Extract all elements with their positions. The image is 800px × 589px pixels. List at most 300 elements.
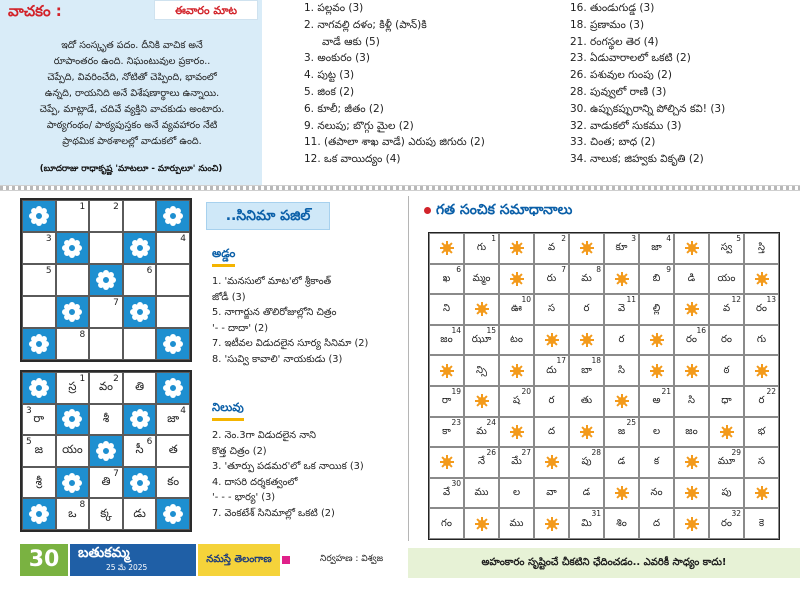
puzzle-cell[interactable] [89, 467, 123, 499]
sun-icon [545, 517, 559, 531]
sun-icon [685, 302, 699, 316]
flower-icon [96, 270, 116, 290]
puzzle-cell[interactable] [156, 296, 190, 328]
puzzle-cell[interactable] [123, 435, 157, 467]
blocked-answer-cell [464, 386, 499, 417]
clue-line: 2. నాగవల్లి దళం; కిళ్లీ (పాన్)కి [304, 18, 427, 31]
cell-letter: సీ [135, 442, 144, 457]
puzzle-cell[interactable] [56, 264, 90, 296]
blocked-cell [56, 232, 90, 264]
vachakam-line: ఉన్నది, రాయనిది అనే విశేషణార్థాలు ఉన్నాయి. [44, 88, 220, 99]
answer-cell [744, 325, 779, 356]
puzzle-cell[interactable] [89, 200, 123, 232]
vachakam-line: రూపాంతరం ఉంది. నిఘంటువుల ప్రకారం.. [53, 56, 211, 67]
answer-cell [639, 294, 674, 325]
flower-icon [29, 206, 49, 226]
answer-cell-number: 1 [491, 234, 496, 243]
blocked-answer-cell [499, 264, 534, 295]
down-clue: '- - - భార్య' (3) [212, 492, 276, 503]
answer-cell-letter: మ [476, 425, 487, 437]
puzzle-cell[interactable] [56, 498, 90, 530]
answer-cell [604, 447, 639, 478]
answer-cell [604, 417, 639, 448]
down-clue: కొత్త చిత్రం (2) [212, 445, 267, 457]
answer-cell [604, 294, 639, 325]
answer-cell-letter: ల [512, 487, 521, 499]
down-clue-list [212, 428, 402, 521]
answer-cell-number: 26 [486, 448, 496, 458]
answer-cell-letter: క [653, 456, 660, 468]
cell-letter: స్ర [68, 379, 77, 394]
answer-cell-number: 20 [521, 387, 531, 396]
blocked-cell [22, 372, 56, 404]
answer-cell-letter: ర [758, 395, 765, 407]
puzzle-cell[interactable] [22, 435, 56, 467]
answer-cell [534, 478, 569, 509]
answer-cell [429, 478, 464, 509]
cell-letter: యం [62, 442, 83, 457]
puzzle-cell[interactable] [22, 404, 56, 436]
answer-cell [639, 264, 674, 295]
blocked-cell [123, 467, 157, 499]
answer-cell [674, 386, 709, 417]
answer-cell-number: 16 [696, 325, 706, 335]
clue-line: 16. తుండుగుడ్డ (3) [570, 2, 655, 14]
answer-cell-letter: రం [721, 517, 732, 529]
clue-line: 23. ఏడువారాలలో ఒకటి (2) [570, 52, 691, 65]
answer-cell [604, 325, 639, 356]
puzzle-title: ..సినిమా పజిల్ [206, 202, 330, 230]
blocked-cell [56, 296, 90, 328]
answer-cell [639, 233, 674, 264]
sun-icon [755, 272, 769, 286]
down-clue: 2. నెం.3గా విడుదలైన నాని [212, 430, 317, 441]
cell-number: 7 [113, 468, 119, 479]
flower-icon [62, 409, 82, 429]
answer-cell [499, 447, 534, 478]
blocked-cell [89, 435, 123, 467]
puzzle-cell[interactable] [123, 372, 157, 404]
sun-icon [685, 517, 699, 531]
blocked-answer-cell [744, 478, 779, 509]
answer-cell-letter: గు [476, 242, 487, 254]
answer-cell-letter: యం [717, 272, 736, 284]
blocked-answer-cell [709, 417, 744, 448]
blocked-answer-cell [604, 264, 639, 295]
answer-cell-letter: ష [512, 395, 521, 407]
answer-cell-letter: కె [758, 517, 765, 529]
puzzle-cell[interactable] [89, 296, 123, 328]
puzzle-cell[interactable] [156, 404, 190, 436]
blocked-answer-cell [639, 325, 674, 356]
answer-cell [709, 478, 744, 509]
answer-cell-letter: ద [547, 425, 556, 437]
answer-cell-letter: వ [722, 303, 731, 315]
blocked-answer-cell [744, 355, 779, 386]
answer-cell [534, 417, 569, 448]
sun-icon [650, 364, 664, 378]
answer-cell [639, 447, 674, 478]
flower-icon [163, 504, 183, 524]
across-clue: జోడీ (3) [212, 291, 246, 303]
answer-cell-number: 12 [731, 295, 741, 305]
page-number: 30 [20, 544, 68, 576]
puzzle-cell[interactable] [56, 435, 90, 467]
answer-cell [709, 294, 744, 325]
cell-number: 2 [113, 374, 119, 384]
sun-icon [615, 486, 629, 500]
answer-clue-column-2 [570, 0, 800, 168]
vachakam-source: (బూదరాజు రాధాకృష్ణ 'మాటలూ - మార్పులూ' నుంచి) [39, 164, 223, 174]
answer-cell-letter: రు [546, 272, 557, 284]
across-clue: '- - దాదా' (2) [212, 322, 269, 334]
answer-cell-letter: జం [440, 334, 453, 346]
clue-line: 18. ప్రణామం (3) [570, 18, 645, 31]
answer-cell-letter: కూ [615, 242, 628, 254]
answer-cell [639, 386, 674, 417]
answer-cell [674, 417, 709, 448]
across-heading-label: అడ్డం [212, 246, 236, 260]
blocked-answer-cell [429, 355, 464, 386]
answer-cell [604, 233, 639, 264]
answer-cell [464, 325, 499, 356]
answer-cell-number: 8 [596, 264, 601, 274]
cell-letter: జ [34, 442, 43, 457]
answer-cell-letter: నే [477, 456, 486, 468]
blocked-answer-cell [429, 233, 464, 264]
blocked-answer-cell [499, 355, 534, 386]
answer-cell [744, 294, 779, 325]
cell-number: 4 [180, 234, 186, 244]
previous-answers-title [424, 202, 572, 221]
answer-cell-letter: ఝూ [471, 334, 492, 346]
blocked-cell [156, 200, 190, 232]
answer-cell-letter: రా [441, 395, 452, 407]
answer-cell [499, 294, 534, 325]
vachakam-body [10, 38, 254, 150]
puzzle-cell[interactable] [123, 200, 157, 232]
blocked-cell [123, 232, 157, 264]
puzzle-cell[interactable] [22, 232, 56, 264]
answer-cell [464, 447, 499, 478]
cell-number: 6 [146, 266, 153, 276]
answer-cell-number: 14 [451, 325, 461, 335]
answer-cell-letter: గు [756, 334, 767, 346]
cell-number: 1 [79, 374, 86, 384]
cell-letter: రా [33, 410, 45, 425]
sun-icon [685, 364, 699, 378]
flower-icon [130, 473, 150, 493]
answer-cell-letter: న్సి [475, 364, 488, 376]
answer-cell-letter: మి [581, 517, 592, 529]
blocked-answer-cell [534, 508, 569, 539]
vachakam-box [0, 0, 262, 186]
answer-cell [709, 233, 744, 264]
across-clue: 7. ఇటీవల విడుదలైన సూర్య సినిమా (2) [212, 338, 369, 349]
across-heading [212, 246, 235, 267]
answer-cell-number: 22 [766, 387, 776, 396]
answer-cell-letter: శిం [616, 517, 627, 529]
answer-cell [639, 478, 674, 509]
down-clue: 3. 'తూర్పు పడమర'లో ఒక నాయిక (3) [212, 461, 364, 472]
blocked-cell [56, 467, 90, 499]
flower-icon [163, 378, 183, 398]
cell-letter: ఒ [68, 505, 77, 520]
cell-letter: శీ [102, 410, 110, 425]
blocked-answer-cell [744, 264, 779, 295]
cell-number: 3 [45, 234, 52, 244]
clue-line: 32. వాడుకలో సుకము (3) [570, 119, 682, 132]
flower-icon [163, 334, 183, 354]
cinema-puzzle-solution-grid [20, 370, 192, 532]
newspaper-tagline: నమస్తే తెలంగాణ [198, 544, 280, 576]
answer-cell [534, 294, 569, 325]
answer-cell-letter: దు [546, 364, 557, 376]
answer-cell-number: 5 [736, 234, 741, 243]
cell-letter: డు [133, 505, 146, 520]
blocked-answer-cell [604, 478, 639, 509]
puzzle-cell[interactable] [156, 467, 190, 499]
answer-cell-number: 29 [731, 448, 741, 458]
answer-cell-letter: స [547, 303, 556, 315]
cell-letter: క్క [100, 505, 112, 520]
puzzle-cell[interactable] [123, 498, 157, 530]
blocked-answer-cell [674, 355, 709, 386]
answer-cell-letter: టం [510, 334, 523, 346]
answer-cell [709, 386, 744, 417]
answer-cell [569, 264, 604, 295]
answer-cell [674, 264, 709, 295]
answer-cell-number: 9 [666, 264, 671, 274]
cell-letter: వం [98, 379, 113, 394]
puzzle-cell[interactable] [89, 232, 123, 264]
puzzle-cell[interactable] [89, 404, 123, 436]
blocked-cell [123, 404, 157, 436]
answer-cell-number: 11 [626, 295, 636, 305]
answer-cell [709, 508, 744, 539]
sun-icon [510, 364, 524, 378]
sun-icon [685, 455, 699, 469]
answer-cell [569, 294, 604, 325]
puzzle-cell[interactable] [156, 435, 190, 467]
puzzle-cell[interactable] [156, 232, 190, 264]
blocked-answer-cell [499, 233, 534, 264]
answer-cell [569, 355, 604, 386]
cell-number: 8 [79, 500, 86, 511]
sun-icon [440, 364, 454, 378]
clue-line: 6. కూలీ; జీతం (2) [304, 102, 384, 115]
flower-icon [163, 206, 183, 226]
blocked-cell [123, 296, 157, 328]
answer-cell-letter: వా [546, 487, 557, 499]
answer-cell [429, 264, 464, 295]
answer-cell [674, 325, 709, 356]
flower-icon [62, 302, 82, 322]
answer-cell [499, 478, 534, 509]
answer-cell-letter: తు [580, 395, 593, 407]
answer-cell-letter: సి [617, 364, 626, 376]
cell-number: 3 [26, 405, 32, 416]
cell-number: 6 [146, 437, 153, 448]
answer-cell [709, 355, 744, 386]
answer-cell-letter: ని [442, 303, 451, 315]
puzzle-cell[interactable] [56, 372, 90, 404]
sun-icon [720, 425, 734, 439]
down-heading-label: నిలువు [212, 400, 244, 414]
answer-cell-letter: ల్లి [652, 303, 661, 315]
answer-cell-letter: స్వ [720, 242, 733, 254]
answer-cell [534, 233, 569, 264]
sun-icon [510, 272, 524, 286]
word-of-week-tag: ఈవారం మాట [154, 0, 258, 20]
answer-cell-letter: రం [721, 334, 732, 346]
answer-cell-number: 25 [626, 417, 636, 427]
answer-cell-letter: ధా [721, 395, 732, 407]
sun-icon [545, 455, 559, 469]
answer-cell [744, 508, 779, 539]
clue-line: 12. ఒక వాయిద్యం (4) [304, 153, 401, 166]
blocked-cell [22, 498, 56, 530]
cell-letter: కం [167, 474, 180, 489]
answer-cell-letter: పు [581, 456, 592, 468]
answer-cell [709, 447, 744, 478]
sun-icon [475, 394, 489, 408]
answer-cell [709, 325, 744, 356]
across-clue: 8. 'సువ్వి కావాలి' నాయకుడు (3) [212, 353, 343, 365]
vachakam-line: పాఠ్యగంథం/ పాఠ్యపుస్తకం అనే వ్యవహారం నేటి [46, 120, 218, 131]
answer-cell [429, 386, 464, 417]
clue-line: 11. (తపాలా శాఖ వాడే) ఎరుపు జిగురు (2) [304, 136, 485, 149]
brand-block [70, 544, 196, 576]
answer-cell-letter: మే [511, 456, 522, 468]
answer-cell-letter: కా [442, 425, 451, 437]
brand-name: బతుకమ్మ [78, 545, 130, 561]
answer-cell [604, 355, 639, 386]
blocked-answer-cell [674, 508, 709, 539]
answer-cell-number: 6 [456, 264, 461, 274]
answer-cell-letter: రం [686, 334, 697, 346]
answer-cell-letter: మూ [717, 456, 736, 468]
blocked-answer-cell [569, 233, 604, 264]
down-clue: 7. వెంకటేశ్ సినిమాల్లో ఒకటి (2) [212, 507, 335, 519]
puzzle-cell[interactable] [89, 372, 123, 404]
answer-cell-letter: బి [652, 272, 661, 284]
blocked-answer-cell [464, 294, 499, 325]
puzzle-cell[interactable] [89, 328, 123, 360]
answer-cell-letter: జ [617, 425, 626, 437]
flower-icon [62, 238, 82, 258]
answer-cell-letter: ము [509, 517, 524, 529]
answer-cell-letter: గం [441, 517, 452, 529]
blocked-answer-cell [569, 325, 604, 356]
blocked-answer-cell [499, 417, 534, 448]
sun-icon [440, 241, 454, 255]
answer-cell [464, 417, 499, 448]
answer-cell [604, 508, 639, 539]
puzzle-cell[interactable] [22, 296, 56, 328]
clue-line: 26. పశువుల గుంపు (2) [570, 69, 672, 82]
answer-cell-number: 18 [591, 356, 601, 366]
down-clue: 4. దాసరి దర్శకత్వంలో [212, 476, 298, 488]
answer-cell-number: 21 [661, 387, 671, 396]
blocked-answer-cell [604, 386, 639, 417]
flower-icon [130, 409, 150, 429]
answer-cell-letter: డ [617, 456, 626, 468]
clue-line: 9. నలుపు; బొగ్గు మైల (2) [304, 119, 414, 132]
answer-cell [569, 447, 604, 478]
answer-cell-letter: ర [583, 303, 590, 315]
vachakam-line: ప్రాథమిక పాఠశాలల్లో వాడుకలో ఉంది. [62, 136, 202, 147]
puzzle-cell[interactable] [56, 200, 90, 232]
cell-number: 2 [113, 202, 119, 212]
square-marker-icon [282, 556, 290, 564]
puzzle-cell[interactable] [22, 467, 56, 499]
puzzle-cell[interactable] [123, 328, 157, 360]
answer-cell [464, 264, 499, 295]
answer-cell [499, 508, 534, 539]
answer-cell-number: 30 [451, 478, 461, 488]
answer-cell-number: 4 [666, 234, 671, 243]
clue-line: 28. పువ్వులో రాణి (3) [570, 85, 667, 98]
answer-cell [429, 508, 464, 539]
answer-cell-letter: అ [652, 395, 661, 407]
clue-line: 30. ఉప్పుకప్పురాన్ని పోల్చిన కవి! (3) [570, 102, 726, 115]
answer-cell-letter: ల [652, 425, 661, 437]
answer-cell [709, 264, 744, 295]
cell-number: 5 [26, 437, 32, 448]
puzzle-cell[interactable] [56, 328, 90, 360]
blocked-cell [89, 264, 123, 296]
answer-cell-letter: జా [651, 242, 662, 254]
answer-cell [499, 325, 534, 356]
blocked-answer-cell [569, 417, 604, 448]
clue-line: 5. జింక (2) [304, 85, 355, 98]
answer-cell-letter: మ [581, 272, 592, 284]
flower-icon [29, 504, 49, 524]
previous-answers-grid [428, 232, 780, 540]
quote-bar: అహంకారం సృష్టించే చీకటిని ఛేదించడం.. ఎవరికీ సాధ్యం కాదు! [408, 548, 800, 578]
answer-cell-number: 27 [521, 448, 531, 458]
blocked-answer-cell [639, 355, 674, 386]
puzzle-cell[interactable] [156, 264, 190, 296]
cell-number: 8 [79, 330, 86, 340]
sun-icon [685, 486, 699, 500]
answer-cell-letter: పు [721, 487, 732, 499]
blocked-answer-cell [534, 447, 569, 478]
section-divider [0, 185, 800, 191]
blocked-cell [156, 498, 190, 530]
answer-cell-letter: జం [685, 425, 698, 437]
puzzle-cell[interactable] [22, 264, 56, 296]
answer-clue-column-1 [304, 0, 554, 168]
cell-letter: జా [167, 410, 180, 425]
sun-icon [545, 333, 559, 347]
vachakam-line: ఇదో సంస్కృత పదం. దీనికి వాచిక అనే [61, 40, 203, 51]
answer-cell-number: 19 [451, 387, 461, 396]
answer-cell-letter: బా [581, 364, 592, 376]
sun-icon [615, 394, 629, 408]
puzzle-cell[interactable] [89, 498, 123, 530]
answer-cell-number: 7 [561, 264, 566, 274]
cell-number: 4 [180, 405, 186, 416]
answer-cell-number: 13 [766, 295, 776, 305]
answer-cell-letter: వ [547, 242, 556, 254]
sun-icon [475, 302, 489, 316]
answer-cell [429, 325, 464, 356]
blocked-cell [156, 372, 190, 404]
vachakam-line: చెప్పేది, వివరించేది, నోటితో చెప్పింది, భావంలో [47, 72, 217, 83]
puzzle-cell[interactable] [123, 264, 157, 296]
